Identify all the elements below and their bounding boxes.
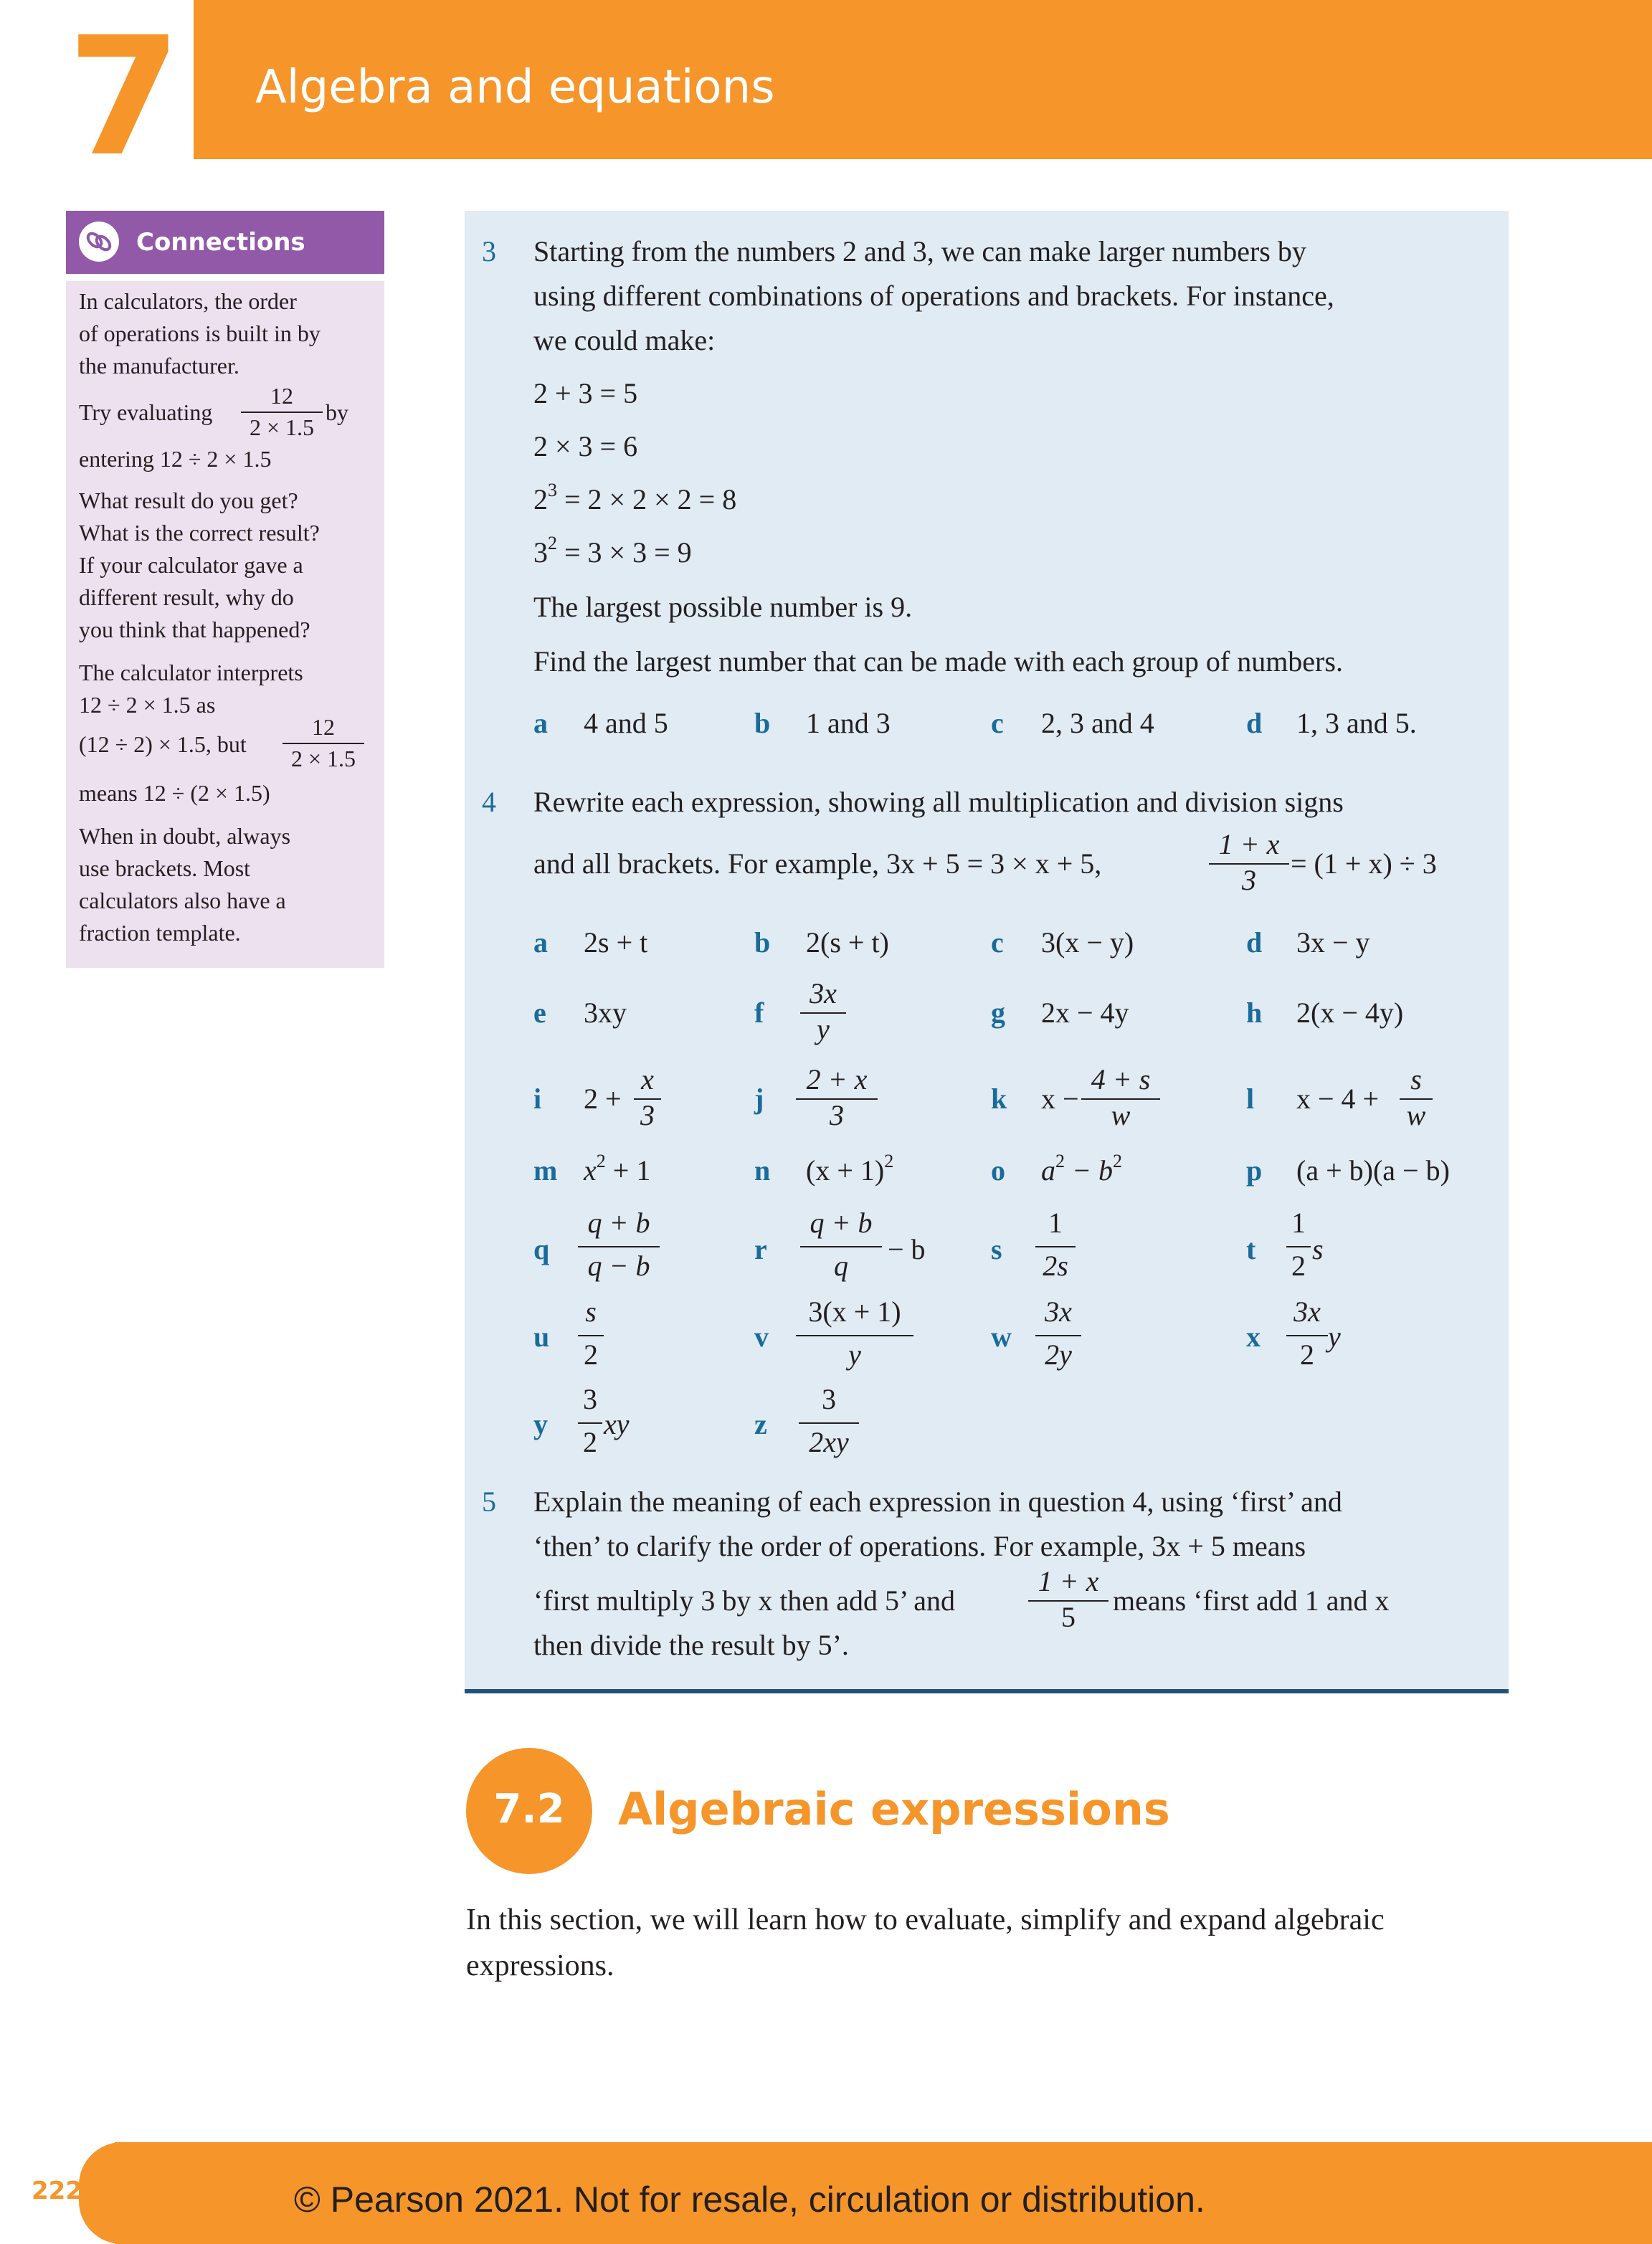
fraction-bar bbox=[1286, 1246, 1311, 1247]
part-label: c bbox=[991, 926, 1004, 959]
fraction-numerator: 3 bbox=[583, 1383, 597, 1415]
fraction-numerator: s bbox=[1410, 1063, 1422, 1095]
connections-line: What result do you get? bbox=[79, 488, 298, 513]
fraction-bar bbox=[1286, 1335, 1328, 1336]
expression bbox=[1041, 1150, 1122, 1189]
fraction-bar bbox=[241, 412, 323, 413]
connections-line: The calculator interprets bbox=[79, 660, 303, 685]
fraction-denominator: 2 bbox=[583, 1426, 597, 1458]
part-text: 1, 3 and 5. bbox=[1296, 707, 1417, 739]
power-rest: + 1 bbox=[605, 1154, 651, 1187]
fraction-numerator: 3(x + 1) bbox=[808, 1295, 901, 1328]
connections-line: fraction template. bbox=[79, 920, 241, 946]
connections-line: 12 ÷ 2 × 1.5 as bbox=[79, 692, 216, 718]
expression: 2 + bbox=[584, 1083, 622, 1115]
question-text: using different combinations of operations and brackets. For instance, bbox=[533, 280, 1334, 312]
expression: 2x − 4y bbox=[1041, 997, 1129, 1029]
connections-line: the manufacturer. bbox=[79, 353, 239, 379]
section-number: 7.2 bbox=[493, 1786, 565, 1832]
fraction-denominator: 3 bbox=[640, 1099, 655, 1131]
expression-fraction bbox=[1035, 1296, 1081, 1371]
connections-line: by bbox=[326, 399, 348, 425]
fraction-numerator: q + b bbox=[810, 1207, 873, 1239]
fraction-numerator: 3x bbox=[1045, 1295, 1072, 1328]
part-label: d bbox=[1246, 926, 1263, 959]
power-exponent: 2 bbox=[596, 1150, 606, 1171]
fraction-numerator: 1 + x bbox=[1038, 1565, 1099, 1597]
power-exponent: 2 bbox=[548, 532, 557, 553]
fraction-denominator: q − b bbox=[587, 1250, 650, 1282]
expression: 2(s + t) bbox=[806, 926, 889, 959]
connections-title: Connections bbox=[136, 228, 305, 257]
connections-line: use brackets. Most bbox=[79, 855, 251, 881]
fraction-numerator: 3x bbox=[1293, 1295, 1321, 1328]
expression: 2s + t bbox=[584, 926, 648, 959]
part-label: s bbox=[991, 1233, 1002, 1265]
part-label: j bbox=[754, 1083, 764, 1115]
expression-fraction bbox=[1400, 1064, 1433, 1131]
expression-fraction bbox=[578, 1384, 602, 1458]
fraction-bar bbox=[796, 1335, 913, 1336]
power-exponent: 2 bbox=[1113, 1150, 1122, 1171]
part-label: y bbox=[533, 1408, 548, 1440]
power-base: a bbox=[1041, 1154, 1055, 1187]
expression-fraction bbox=[634, 1064, 661, 1131]
part-label: q bbox=[533, 1233, 550, 1265]
expression-fraction bbox=[1286, 1296, 1328, 1371]
fraction-denominator: y bbox=[817, 1013, 830, 1045]
part-text: 2, 3 and 4 bbox=[1041, 707, 1154, 739]
power-exponent: 3 bbox=[548, 479, 557, 500]
part-label: p bbox=[1246, 1154, 1263, 1187]
part-label: a bbox=[533, 707, 548, 739]
example-line bbox=[533, 532, 692, 571]
connections-header bbox=[66, 211, 384, 274]
connections-line: of operations is built in by bbox=[79, 320, 321, 346]
fraction-denominator: 2 × 1.5 bbox=[249, 414, 315, 440]
fraction-denominator: w bbox=[1406, 1099, 1426, 1131]
section-intro: In this section, we will learn how to evaluate, simplify and expand algebraic bbox=[466, 1903, 1385, 1936]
connections-line: (12 ÷ 2) × 1.5, but bbox=[79, 731, 247, 757]
connections-line: Try evaluating bbox=[79, 399, 213, 425]
expression-fraction bbox=[796, 1296, 913, 1371]
expression: x − bbox=[1041, 1083, 1079, 1115]
example-line: 2 + 3 = 5 bbox=[533, 377, 638, 409]
part-label: c bbox=[991, 707, 1004, 739]
expression-fraction bbox=[1081, 1064, 1160, 1131]
expression-fraction bbox=[800, 978, 846, 1045]
fraction-denominator: 2 × 1.5 bbox=[290, 746, 356, 771]
question-number: 4 bbox=[482, 786, 496, 818]
fraction-bar bbox=[799, 1422, 859, 1424]
expression bbox=[584, 1150, 651, 1189]
fraction-numerator: 3 bbox=[822, 1383, 836, 1415]
connections-line: When in doubt, always bbox=[79, 823, 291, 849]
expression: s bbox=[1312, 1233, 1324, 1265]
expression: x − 4 + bbox=[1296, 1083, 1380, 1115]
fraction-numerator: s bbox=[585, 1295, 597, 1328]
fraction-bar bbox=[283, 743, 364, 744]
connections-line: means 12 ÷ (2 × 1.5) bbox=[79, 780, 270, 806]
fraction-bar bbox=[578, 1335, 604, 1336]
question-text: Starting from the numbers 2 and 3, we can make larger numbers by bbox=[533, 235, 1306, 267]
question-text: The largest possible number is 9. bbox=[533, 591, 913, 623]
expression bbox=[806, 1150, 894, 1189]
expression: 3(x − y) bbox=[1041, 926, 1134, 959]
fraction-denominator: 2y bbox=[1045, 1339, 1072, 1371]
fraction-denominator: 5 bbox=[1061, 1601, 1076, 1633]
part-label: f bbox=[754, 997, 764, 1029]
question-text: ‘then’ to clarify the order of operations. For example, 3x + 5 means bbox=[533, 1530, 1306, 1562]
example-fraction bbox=[1028, 1566, 1109, 1633]
fraction-denominator: q bbox=[834, 1250, 848, 1282]
part-label: x bbox=[1246, 1321, 1261, 1353]
fraction-denominator: w bbox=[1111, 1099, 1131, 1131]
expression: 3xy bbox=[584, 997, 627, 1029]
example-fraction bbox=[1209, 829, 1289, 896]
fraction-denominator: 2 bbox=[1291, 1250, 1306, 1282]
fraction-numerator: q + b bbox=[587, 1207, 650, 1239]
part-label: b bbox=[754, 707, 771, 739]
part-label: a bbox=[533, 926, 548, 959]
part-label: e bbox=[533, 997, 546, 1029]
fraction-numerator: 1 + x bbox=[1218, 828, 1280, 860]
fraction-denominator: 2 bbox=[584, 1339, 598, 1371]
part-label: g bbox=[991, 997, 1005, 1029]
fraction-bar bbox=[800, 1246, 882, 1247]
fraction-denominator: 2 bbox=[1300, 1339, 1314, 1371]
chapter-title: Algebra and equations bbox=[255, 61, 775, 114]
question-text: then divide the result by 5’. bbox=[533, 1629, 849, 1661]
power-base: (x + 1) bbox=[806, 1154, 885, 1187]
connections-line: In calculators, the order bbox=[79, 288, 297, 314]
power-exponent: 2 bbox=[884, 1150, 894, 1171]
part-label: w bbox=[991, 1321, 1012, 1353]
part-label: d bbox=[1246, 707, 1263, 739]
fraction-numerator: 3x bbox=[810, 977, 837, 1009]
fraction-numerator: 4 + s bbox=[1091, 1063, 1151, 1095]
expression-fraction bbox=[1286, 1207, 1311, 1282]
expression-fraction bbox=[578, 1207, 660, 1282]
example-line bbox=[533, 479, 737, 518]
part-label: r bbox=[754, 1233, 767, 1265]
question-text: = (1 + x) ÷ 3 bbox=[1291, 847, 1437, 880]
part-label: h bbox=[1246, 997, 1263, 1029]
section-title: Algebraic expressions bbox=[618, 1783, 1170, 1835]
page-number: 222 bbox=[32, 2177, 82, 2205]
connections-line: What is the correct result? bbox=[79, 520, 320, 546]
question-number: 5 bbox=[482, 1485, 496, 1518]
question-text: and all brackets. For example, 3x + 5 = 3 × x + 5, bbox=[533, 847, 1102, 880]
connections-line: you think that happened? bbox=[79, 617, 310, 642]
power-exponent: 2 bbox=[1055, 1150, 1065, 1171]
question-text: Explain the meaning of each expression in question 4, using ‘first’ and bbox=[533, 1485, 1342, 1518]
fraction-denominator: 3 bbox=[1242, 864, 1256, 896]
part-label: k bbox=[991, 1083, 1007, 1115]
connections-line: If your calculator gave a bbox=[79, 552, 303, 578]
power-rest: = 2 × 2 × 2 = 8 bbox=[557, 483, 737, 515]
part-label: v bbox=[754, 1321, 769, 1353]
part-label: i bbox=[533, 1083, 542, 1115]
question-text: Rewrite each expression, showing all multiplication and division signs bbox=[533, 786, 1344, 818]
expression-fraction bbox=[796, 1064, 878, 1131]
fraction-12-over-2x1.5 bbox=[241, 383, 323, 443]
fraction-numerator: 2 + x bbox=[806, 1063, 868, 1095]
part-label: b bbox=[754, 926, 771, 959]
question-text: Find the largest number that can be made with each group of numbers. bbox=[533, 645, 1343, 678]
part-label: o bbox=[991, 1154, 1005, 1187]
power-rest: = 3 × 3 = 9 bbox=[557, 536, 692, 569]
section-intro: expressions. bbox=[466, 1949, 614, 1982]
copyright-notice: © Pearson 2021. Not for resale, circulation or distribution. bbox=[294, 2179, 1205, 2220]
expression-fraction bbox=[578, 1296, 604, 1371]
question-text: ‘first multiply 3 by x then add 5’ and bbox=[533, 1584, 956, 1617]
expression-fraction bbox=[799, 1384, 859, 1458]
expression-fraction bbox=[800, 1207, 882, 1282]
part-label: t bbox=[1246, 1233, 1256, 1265]
fraction-bar bbox=[578, 1246, 660, 1247]
power-base: x bbox=[584, 1154, 597, 1187]
question-number: 3 bbox=[482, 235, 496, 267]
chapter-number: 7 bbox=[67, 1, 181, 192]
expression: − b bbox=[888, 1233, 926, 1265]
question-text: means ‘first add 1 and x bbox=[1113, 1584, 1390, 1617]
fraction-numerator: 12 bbox=[312, 714, 335, 740]
link-icon bbox=[79, 222, 119, 262]
example-line: 2 × 3 = 6 bbox=[533, 430, 638, 462]
fraction-numerator: 1 bbox=[1291, 1207, 1306, 1239]
fraction-12-over-2x1.5 bbox=[283, 714, 364, 774]
expression-fraction bbox=[1035, 1207, 1076, 1282]
power-base: − b bbox=[1065, 1154, 1113, 1187]
connections-line: different result, why do bbox=[79, 584, 294, 610]
fraction-denominator: 3 bbox=[830, 1099, 844, 1131]
fraction-bar bbox=[1035, 1335, 1081, 1336]
fraction-numerator: 12 bbox=[270, 383, 293, 409]
part-label: n bbox=[754, 1154, 771, 1187]
part-label: u bbox=[533, 1321, 550, 1353]
power-base: 2 bbox=[533, 483, 548, 515]
part-label: m bbox=[533, 1154, 558, 1187]
fraction-denominator: y bbox=[848, 1339, 861, 1371]
expression: 2(x − 4y) bbox=[1296, 997, 1404, 1029]
part-text: 4 and 5 bbox=[584, 707, 668, 739]
fraction-bar bbox=[578, 1422, 602, 1424]
part-label: l bbox=[1246, 1083, 1255, 1115]
expression: 3x − y bbox=[1296, 926, 1370, 959]
expression: xy bbox=[604, 1408, 630, 1440]
fraction-denominator: 2s bbox=[1043, 1250, 1068, 1282]
connections-line: entering 12 ÷ 2 × 1.5 bbox=[79, 446, 272, 472]
question-text: we could make: bbox=[533, 324, 716, 356]
part-label: z bbox=[754, 1408, 767, 1440]
fraction-denominator: 2xy bbox=[809, 1426, 849, 1458]
fraction-numerator: x bbox=[641, 1063, 654, 1095]
connections-line: calculators also have a bbox=[79, 888, 286, 913]
fraction-numerator: 1 bbox=[1048, 1207, 1063, 1239]
expression: (a + b)(a − b) bbox=[1296, 1154, 1450, 1187]
expression: y bbox=[1328, 1321, 1341, 1353]
fraction-bar bbox=[1035, 1246, 1076, 1247]
power-base: 3 bbox=[533, 536, 548, 569]
part-text: 1 and 3 bbox=[806, 707, 891, 739]
